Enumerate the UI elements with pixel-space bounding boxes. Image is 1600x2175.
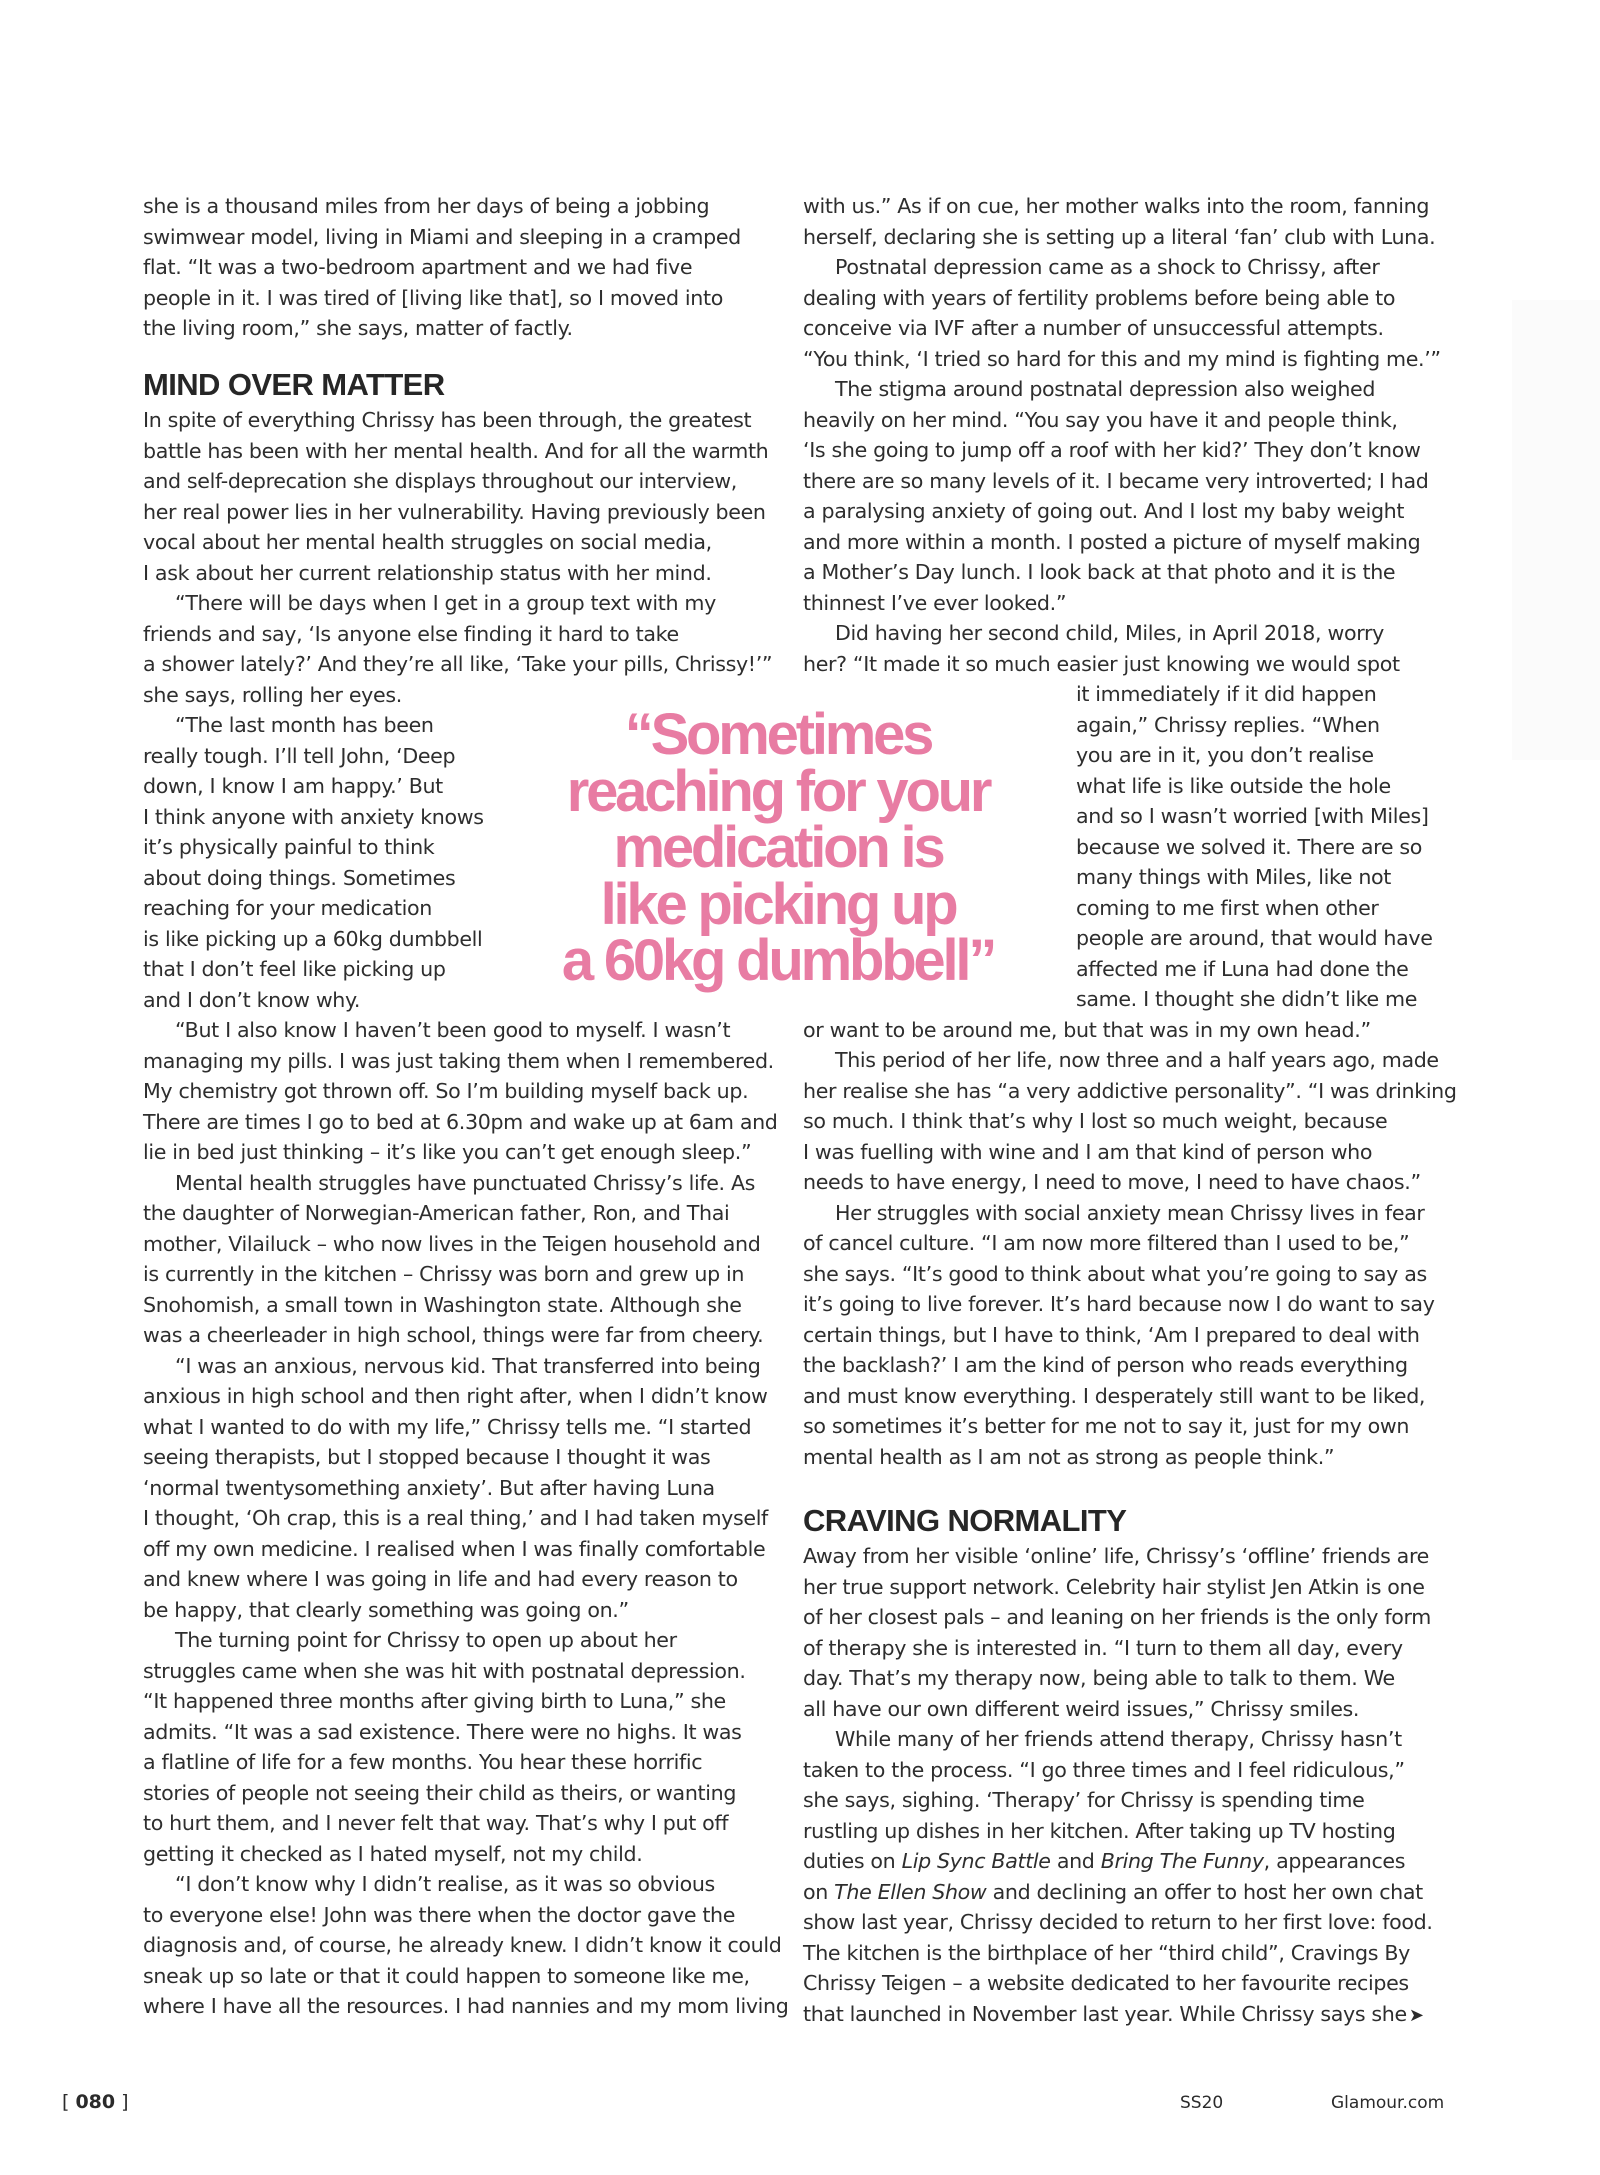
text-line: “I don’t know why I didn’t realise, as it was so obvious bbox=[175, 1872, 715, 1896]
text-line: she says, rolling her eyes. bbox=[143, 682, 402, 707]
text-line: what life is like outside the hole bbox=[1076, 773, 1391, 798]
text-line: getting it checked as I hated myself, not my child. bbox=[143, 1841, 643, 1866]
text-line: needs to have energy, I need to move, I need to have chaos.” bbox=[803, 1170, 1421, 1194]
text-line: many things with Miles, like not bbox=[1076, 865, 1392, 889]
text-line: her realise she has “a very addictive personality”. “I was drinking bbox=[803, 1078, 1457, 1103]
pull-quote-line: reaching for your bbox=[566, 758, 990, 824]
text-line: rustling up dishes in her kitchen. After taking up TV hosting bbox=[803, 1818, 1396, 1843]
paper-edge bbox=[1512, 300, 1600, 760]
text-line: I think anyone with anxiety knows bbox=[143, 804, 484, 829]
text-line: swimwear model, living in Miami and sleeping in a cramped bbox=[143, 224, 741, 249]
text-line: In spite of everything Chrissy has been through, the greatest bbox=[143, 408, 752, 432]
text-line: is like picking up a 60kg dumbbell bbox=[143, 926, 483, 951]
text-line: a shower lately?’ And they’re all like, ‘Take your pills, Chrissy!’” bbox=[143, 652, 773, 676]
text-line: Did having her second child, Miles, in April 2018, worry bbox=[835, 621, 1384, 645]
text-line: anxious in high school and then right after, when I didn’t know bbox=[143, 1384, 768, 1408]
text-fragment: Chrissy Teigen – a website dedicated to her favourite recipes bbox=[803, 1971, 1409, 1995]
text-line: of her closest pals – and leaning on her friends is the only form bbox=[803, 1605, 1431, 1629]
text-line: affected me if Luna had done the bbox=[1076, 956, 1409, 981]
text-line: Mental health struggles have punctuated Chrissy’s life. As bbox=[175, 1170, 756, 1195]
text-line: it immediately if it did happen bbox=[1076, 682, 1377, 706]
show-title: The Ellen Show bbox=[834, 1879, 987, 1904]
text-line: coming to me first when other bbox=[1076, 895, 1379, 920]
text-line: flat. “It was a two-bedroom apartment and we had five bbox=[143, 255, 693, 279]
text-line: down, I know I am happy.’ But bbox=[143, 774, 443, 798]
text-line bbox=[803, 1846, 1405, 1877]
section-heading-craving-normality: CRAVING NORMALITY bbox=[803, 1503, 1127, 1538]
text-line: and self-deprecation she displays throughout our interview, bbox=[143, 469, 737, 493]
text-line: struggles came when she was hit with postnatal depression. bbox=[143, 1658, 746, 1683]
text-line: “You think, ‘I tried so hard for this and my mind is fighting me.’” bbox=[803, 346, 1441, 371]
text-line: and so I wasn’t worried [with Miles] bbox=[1076, 804, 1429, 828]
arrow-right-icon: ➤ bbox=[1408, 2004, 1424, 2026]
text-line: she says, sighing. ‘Therapy’ for Chrissy is spending time bbox=[803, 1788, 1365, 1812]
text-line: was a cheerleader in high school, things were far from cheery. bbox=[143, 1323, 764, 1347]
text-line: “There will be days when I get in a group text with my bbox=[175, 591, 716, 615]
text-line: I ask about her current relationship status with her mind. bbox=[143, 560, 712, 585]
text-line: of cancel culture. “I am now more filtered than I used to be,” bbox=[803, 1231, 1410, 1255]
text-line: her true support network. Celebrity hair stylist Jen Atkin is one bbox=[803, 1574, 1425, 1599]
text-line: “I was an anxious, nervous kid. That transferred into being bbox=[175, 1353, 761, 1378]
text-fragment: duties on bbox=[803, 1849, 902, 1873]
text-line: ‘normal twentysomething anxiety’. But after having Luna bbox=[143, 1475, 715, 1500]
text-fragment: and declining an offer to host her own chat bbox=[986, 1879, 1423, 1904]
text-fragment: , appearances bbox=[1263, 1849, 1406, 1873]
text-line: stories of people not seeing their child as theirs, or wanting bbox=[143, 1780, 737, 1805]
text-line: same. I thought she didn’t like me bbox=[1076, 987, 1418, 1011]
text-line: “The last month has been bbox=[175, 713, 434, 737]
text-line: taken to the process. “I go three times and I feel ridiculous,” bbox=[803, 1757, 1405, 1782]
text-line: Postnatal depression came as a shock to Chrissy, after bbox=[835, 255, 1380, 279]
text-line: her real power lies in her vulnerability. Having previously been bbox=[143, 499, 766, 524]
text-line: or want to be around me, but that was in my own head.” bbox=[803, 1017, 1371, 1042]
text-line: people in it. I was tired of [living like that], so I moved into bbox=[143, 285, 723, 310]
text-line: While many of her friends attend therapy, Chrissy hasn’t bbox=[835, 1727, 1402, 1751]
pull-quote-line: like picking up bbox=[600, 871, 956, 937]
text-line bbox=[803, 1968, 1409, 1999]
text-line: The stigma around postnatal depression also weighed bbox=[835, 377, 1376, 401]
text-line: where I have all the resources. I had nannies and my mom living bbox=[143, 1994, 789, 2018]
text-line: to hurt them, and I never felt that way. That’s why I put off bbox=[143, 1811, 729, 1835]
text-line: there are so many levels of it. I became very introverted; I had bbox=[803, 468, 1429, 493]
text-line: diagnosis and, of course, he already knew. I didn’t know it could bbox=[143, 1933, 782, 1957]
text-line: a flatline of life for a few months. You hear these horrific bbox=[143, 1750, 703, 1774]
text-line: friends and say, ‘Is anyone else finding it hard to take bbox=[143, 621, 679, 646]
text-line: managing my pills. I was just taking them when I remembered. bbox=[143, 1048, 774, 1073]
text-line: battle has been with her mental health. And for all the warmth bbox=[143, 438, 769, 463]
text-line: “But I also know I haven’t been good to myself. I wasn’t bbox=[175, 1018, 731, 1042]
text-line: a Mother’s Day lunch. I look back at that photo and it is the bbox=[803, 560, 1396, 584]
text-line bbox=[803, 1877, 1423, 1908]
page-number bbox=[62, 2091, 129, 2113]
text-line: conceive via IVF after a number of unsuccessful attempts. bbox=[803, 316, 1384, 340]
text-line: “It happened three months after giving birth to Luna,” she bbox=[143, 1689, 726, 1713]
text-line: The turning point for Chrissy to open up about her bbox=[175, 1628, 677, 1652]
text-line: off my own medicine. I realised when I was finally comfortable bbox=[143, 1536, 766, 1561]
text-line: what I wanted to do with my life,” Chrissy tells me. “I started bbox=[143, 1414, 752, 1439]
page-bracket-close: ] bbox=[115, 2091, 129, 2113]
text-line: you are in it, you don’t realise bbox=[1076, 743, 1374, 767]
text-line: sneak up so late or that it could happen to someone like me, bbox=[143, 1963, 750, 1988]
text-line: it’s physically painful to think bbox=[143, 835, 435, 859]
text-line: is currently in the kitchen – Chrissy was born and grew up in bbox=[143, 1262, 745, 1286]
text-line: a paralysing anxiety of going out. And I lost my baby weight bbox=[803, 499, 1405, 523]
text-line: I thought, ‘Oh crap, this is a real thing,’ and I had taken myself bbox=[143, 1506, 768, 1530]
text-line bbox=[803, 1938, 1410, 1969]
text-line: it’s going to live forever. It’s hard because now I do want to say bbox=[803, 1292, 1435, 1316]
text-line: Snohomish, a small town in Washington state. Although she bbox=[143, 1292, 742, 1317]
text-fragment: on bbox=[803, 1879, 835, 1904]
text-line: and more within a month. I posted a picture of myself making bbox=[803, 529, 1421, 554]
text-line: Away from her visible ‘online’ life, Chrissy’s ‘offline’ friends are bbox=[803, 1544, 1429, 1568]
text-line: that I don’t feel like picking up bbox=[143, 957, 446, 981]
text-fragment: show last year, Chrissy decided to return to her first love: food. bbox=[803, 1910, 1433, 1934]
text-line: Her struggles with social anxiety mean Chrissy lives in fear bbox=[835, 1200, 1425, 1225]
text-line: because we solved it. There are so bbox=[1076, 834, 1422, 859]
page-bracket-open: [ bbox=[62, 2091, 76, 2113]
text-line: all have our own different weird issues,” Chrissy smiles. bbox=[803, 1696, 1360, 1721]
text-line: mental health as I am not as strong as people think.” bbox=[803, 1444, 1335, 1469]
issue-label: SS20 bbox=[1180, 2093, 1224, 2113]
text-line: the living room,” she says, matter of factly. bbox=[143, 316, 573, 340]
text-line: certain things, but I have to think, ‘Am I prepared to deal with bbox=[803, 1322, 1420, 1347]
show-title: Lip Sync Battle bbox=[901, 1849, 1051, 1873]
text-line: heavily on her mind. “You say you have it and people think, bbox=[803, 407, 1398, 432]
text-line: and knew where I was going in life and had every reason to bbox=[143, 1567, 738, 1591]
text-line: reaching for your medication bbox=[143, 896, 432, 920]
show-title: Bring The Funny bbox=[1100, 1849, 1264, 1873]
text-line: with us.” As if on cue, her mother walks into the room, fanning bbox=[803, 194, 1430, 218]
text-line: people are around, that would have bbox=[1076, 926, 1433, 950]
text-line: mother, Vilailuck – who now lives in the Teigen household and bbox=[143, 1231, 761, 1256]
text-fragment: and bbox=[1050, 1849, 1101, 1873]
text-line bbox=[803, 1999, 1424, 2032]
text-line: of therapy she is interested in. “I turn to them all day, every bbox=[803, 1635, 1403, 1660]
text-line: she is a thousand miles from her days of being a jobbing bbox=[143, 194, 710, 218]
pull-quote bbox=[548, 702, 1008, 993]
text-line: dealing with years of fertility problems before being able to bbox=[803, 285, 1396, 310]
text-line: be happy, that clearly something was going on.” bbox=[143, 1597, 629, 1622]
text-line: day. That’s my therapy now, being able to talk to them. We bbox=[803, 1666, 1395, 1690]
text-line: and must know everything. I desperately still want to be liked, bbox=[803, 1383, 1426, 1408]
text-line: her? “It made it so much easier just knowing we would spot bbox=[803, 651, 1400, 676]
section-heading-mind-over-matter: MIND OVER MATTER bbox=[143, 367, 445, 402]
text-line: This period of her life, now three and a half years ago, made bbox=[835, 1048, 1439, 1072]
text-line: the daughter of Norwegian-American father, Ron, and Thai bbox=[143, 1201, 730, 1225]
text-line: really tough. I’ll tell John, ‘Deep bbox=[143, 743, 456, 768]
text-line: thinnest I’ve ever looked.” bbox=[803, 590, 1067, 615]
text-line: the backlash?’ I am the kind of person who reads everything bbox=[803, 1353, 1408, 1377]
text-line: There are times I go to bed at 6.30pm and wake up at 6am and bbox=[143, 1109, 778, 1134]
text-fragment: The kitchen is the birthplace of her “third child”, Cravings By bbox=[803, 1940, 1410, 1965]
text-line bbox=[803, 1907, 1433, 1938]
text-line: so much. I think that’s why I lost so much weight, because bbox=[803, 1109, 1388, 1133]
text-line: seeing therapists, but I stopped because I thought it was bbox=[143, 1445, 711, 1469]
pull-quote-line: a 60kg dumbbell” bbox=[561, 928, 995, 993]
text-line: ‘Is she going to jump off a roof with her kid?’ They don’t know bbox=[803, 438, 1421, 462]
text-line: vocal about her mental health struggles on social media, bbox=[143, 530, 712, 554]
text-line: so sometimes it’s better for me not to say it, just for my own bbox=[803, 1414, 1410, 1438]
text-line: lie in bed just thinking – it’s like you can’t get enough sleep.” bbox=[143, 1140, 752, 1164]
text-line: again,” Chrissy replies. “When bbox=[1076, 712, 1380, 737]
text-line: I was fuelling with wine and I am that kind of person who bbox=[803, 1139, 1373, 1164]
pull-quote-line: medication is bbox=[613, 815, 943, 880]
text-line: My chemistry got thrown off. So I’m building myself back up. bbox=[143, 1079, 749, 1103]
text-fragment: that launched in November last year. While Chrissy says she bbox=[803, 2001, 1407, 2026]
text-line: about doing things. Sometimes bbox=[143, 865, 456, 890]
text-line: herself, declaring she is setting up a literal ‘fan’ club with Luna. bbox=[803, 224, 1436, 249]
pull-quote-line: “Sometimes bbox=[624, 702, 932, 767]
text-line: to everyone else! John was there when the doctor gave the bbox=[143, 1902, 736, 1927]
text-line: she says. “It’s good to think about what you’re going to say as bbox=[803, 1261, 1427, 1286]
text-line: and I don’t know why. bbox=[143, 987, 361, 1012]
site-label: Glamour.com bbox=[1331, 2093, 1445, 2113]
text-line: admits. “It was a sad existence. There were no highs. It was bbox=[143, 1719, 742, 1744]
page-number-value: 080 bbox=[75, 2091, 116, 2113]
